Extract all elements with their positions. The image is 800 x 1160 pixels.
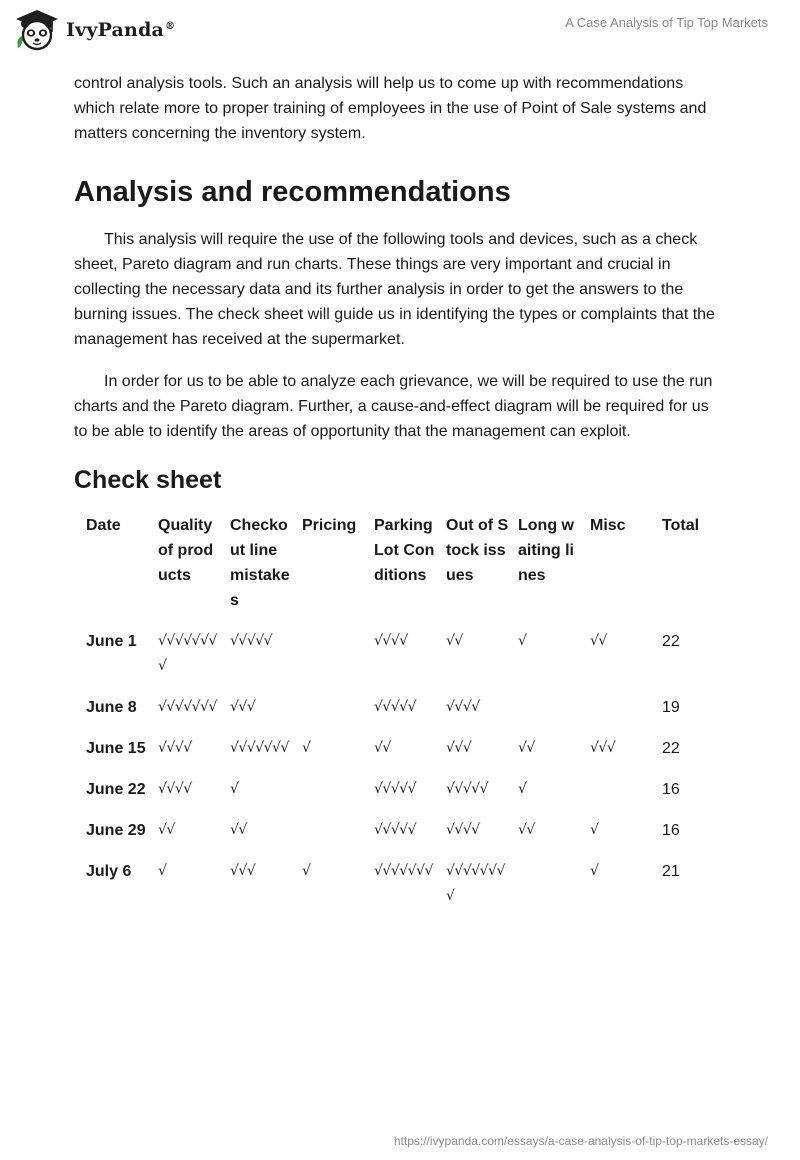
tally-cell: √√√ xyxy=(590,740,616,756)
column-header-date: Date xyxy=(86,517,121,534)
column-header-quality: Quality of products xyxy=(158,517,214,584)
tally-cell: √√√√√ xyxy=(374,699,417,715)
row-date: July 6 xyxy=(86,863,132,880)
tally-cell xyxy=(510,695,582,736)
tally-cell: √√√√ xyxy=(374,633,408,649)
table-row xyxy=(78,629,726,695)
tally-cell: √√√√√√√ xyxy=(374,863,433,879)
row-total: 19 xyxy=(662,699,680,716)
tally-cell: √√√√√ xyxy=(230,633,273,649)
check-sheet-table xyxy=(78,513,726,925)
column-header-out-of-stock: Out of Stock issues xyxy=(446,517,509,584)
tally-cell: √√√√√√√√ xyxy=(158,633,217,674)
table-header-row xyxy=(78,513,726,629)
tally-cell: √ xyxy=(590,863,599,879)
panda-logo-icon xyxy=(14,8,60,52)
row-total: 21 xyxy=(662,863,680,880)
body-paragraph: In order for us to be able to analyze each grievance, we will be required to use the run charts and the Pareto diagram. Further, a cause-and-effect diagram will be required for us to be able to identify the areas of opportunity that the management can exploit. xyxy=(74,373,713,440)
tally-cell: √√√√√ xyxy=(374,822,417,838)
tally-cell: √√√√√ xyxy=(374,781,417,797)
document-title: A Case Analysis of Tip Top Markets xyxy=(565,15,768,30)
tally-cell: √√ xyxy=(374,740,391,756)
tally-cell: √√√ xyxy=(446,740,472,756)
tally-cell: √√√√ xyxy=(158,781,192,797)
tally-cell: √√√ xyxy=(230,699,256,715)
essay-content xyxy=(74,71,726,925)
table-row xyxy=(78,777,726,818)
logo-text: IvyPanda® xyxy=(66,19,176,41)
tally-cell: √√ xyxy=(590,633,607,649)
table-row xyxy=(78,736,726,777)
page-header xyxy=(0,0,800,62)
tally-cell: √ xyxy=(302,740,311,756)
column-header-misc: Misc xyxy=(590,517,626,534)
row-total: 22 xyxy=(662,740,680,757)
row-total: 16 xyxy=(662,822,680,839)
row-total: 16 xyxy=(662,781,680,798)
tally-cell: √ xyxy=(158,863,167,879)
tally-cell: √√√√ xyxy=(158,740,192,756)
source-url[interactable]: https://ivypanda.com/essays/a-case-analysis-of-tip-top-markets-essay/ xyxy=(393,1134,768,1148)
column-header-parking: Parking Lot Conditions xyxy=(374,517,435,584)
tally-cell: √√√√ xyxy=(446,822,480,838)
tally-cell: √ xyxy=(590,822,599,838)
tally-cell: √√√√√ xyxy=(446,781,489,797)
tally-cell: √√√√√√√√ xyxy=(446,863,505,904)
check-sheet-heading: Check sheet xyxy=(74,466,222,494)
tally-cell: √√√ xyxy=(230,863,256,879)
tally-cell: √ xyxy=(230,781,239,797)
tally-cell: √√ xyxy=(518,740,535,756)
column-header-pricing: Pricing xyxy=(302,517,357,534)
row-date: June 8 xyxy=(86,699,137,716)
tally-cell: √√ xyxy=(518,822,535,838)
row-date: June 15 xyxy=(86,740,146,757)
tally-cell: √ xyxy=(518,633,527,649)
tally-cell xyxy=(294,777,366,818)
section-heading: Analysis and recommendations xyxy=(74,176,511,208)
tally-cell xyxy=(582,695,654,736)
row-date: June 29 xyxy=(86,822,146,839)
tally-cell xyxy=(294,818,366,859)
row-date: June 22 xyxy=(86,781,146,798)
tally-cell: √√√√√√√ xyxy=(230,740,289,756)
row-total: 22 xyxy=(662,633,680,650)
tally-cell: √√ xyxy=(158,822,175,838)
tally-cell: √√√√ xyxy=(446,699,480,715)
tally-cell xyxy=(582,777,654,818)
tally-cell: √√√√√√√ xyxy=(158,699,217,715)
column-header-total: Total xyxy=(662,517,700,534)
table-row xyxy=(78,859,726,925)
column-header-checkout: Checkout line mistakes xyxy=(230,517,290,609)
table-row xyxy=(78,818,726,859)
tally-cell xyxy=(294,629,366,695)
table-row xyxy=(78,695,726,736)
tally-cell: √ xyxy=(518,781,527,797)
tally-cell: √√ xyxy=(446,633,463,649)
row-date: June 1 xyxy=(86,633,137,650)
tally-cell: √ xyxy=(302,863,311,879)
column-header-waiting-lines: Long waiting lines xyxy=(518,517,574,584)
tally-cell xyxy=(510,859,582,925)
tally-cell: √√ xyxy=(230,822,247,838)
tally-cell xyxy=(294,695,366,736)
intro-paragraph: control analysis tools. Such an analysis will help us to come up with recommendations which relate more to proper training of employees in the use of Point of Sale systems and matters concerning the inventory system. xyxy=(74,75,707,142)
ivypanda-logo[interactable] xyxy=(14,8,175,52)
body-paragraph: This analysis will require the use of the following tools and devices, such as a check sheet, Pareto diagram and run charts. These things are very important and crucial in collecting the necessary data and its further analysis in order to get the answers to the burning issues. The check sheet will guide us in identifying the types or complaints that the management has received at the supermarket. xyxy=(74,231,715,348)
